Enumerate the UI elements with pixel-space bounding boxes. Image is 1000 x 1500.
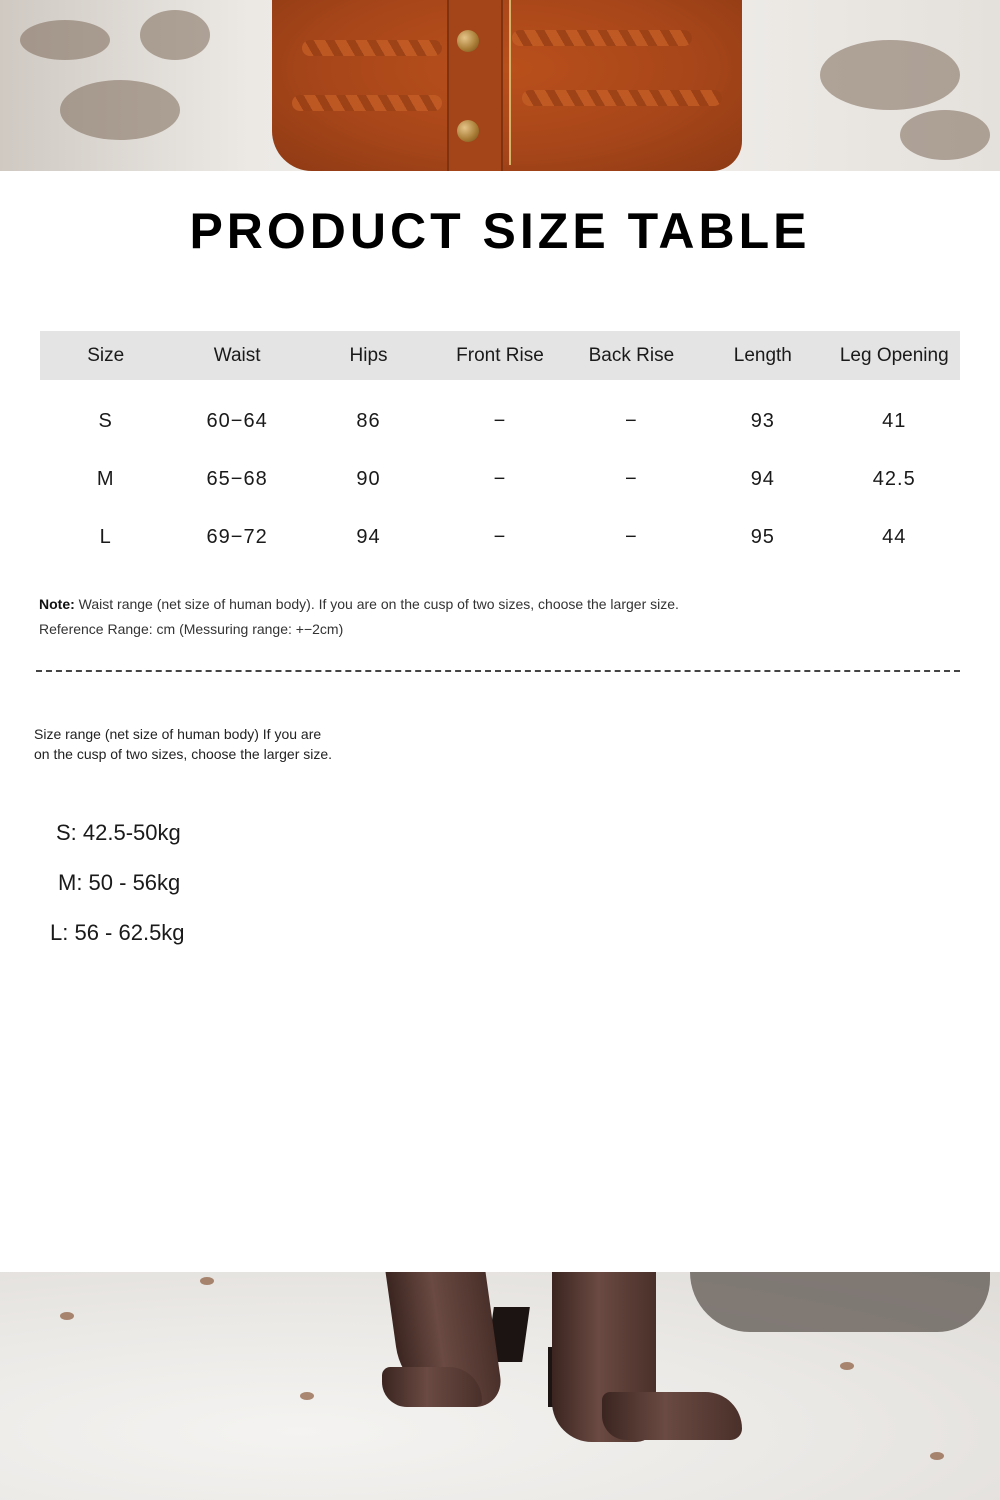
- size-table: [40, 331, 960, 566]
- header-waist: Waist: [171, 331, 302, 380]
- branch-leaves: [820, 40, 960, 110]
- note-text: Waist range (net size of human body). If you are on the cusp of two sizes, choose the larger size.: [74, 596, 679, 612]
- right-boot-toe: [602, 1392, 742, 1440]
- cell-length: 95: [750, 525, 775, 548]
- cell-size: L: [99, 525, 112, 548]
- table-row: [40, 508, 960, 566]
- orange-cardigan: [272, 0, 742, 171]
- cell-back-rise: −: [625, 409, 638, 432]
- weight-size-s: S: 42.5-50kg: [56, 820, 181, 845]
- left-boot-toe: [382, 1367, 482, 1407]
- cable-knit-pattern: [302, 40, 442, 56]
- cell-hips: 86: [356, 409, 381, 432]
- weight-description-line1: Size range (net size of human body) If you are: [34, 726, 322, 742]
- reference-range: Reference Range: cm (Messuring range: +−2cm): [39, 621, 344, 637]
- necklace-chain: [509, 0, 511, 165]
- cell-waist: 65−68: [206, 467, 268, 490]
- header-back-rise: Back Rise: [566, 331, 697, 380]
- gold-button: [457, 30, 479, 52]
- header-hips: Hips: [303, 331, 434, 380]
- gold-button: [457, 120, 479, 142]
- table-header: [40, 331, 960, 380]
- cell-hips: 94: [356, 525, 381, 548]
- cell-leg-opening: 41: [882, 409, 907, 432]
- branch-leaves: [60, 80, 180, 140]
- table-body: [40, 380, 960, 566]
- header-leg-opening: Leg Opening: [829, 331, 960, 380]
- branch-leaves: [900, 110, 990, 160]
- table-row: [40, 392, 960, 450]
- cell-length: 94: [750, 467, 775, 490]
- cell-size: M: [96, 467, 115, 490]
- cell-front-rise: −: [493, 525, 507, 548]
- table-row: [40, 450, 960, 508]
- header-front-rise: Front Rise: [434, 331, 565, 380]
- branch-leaves: [20, 20, 110, 60]
- cell-waist: 69−72: [206, 525, 268, 548]
- weight-description: [34, 724, 394, 764]
- weight-description-line2: on the cusp of two sizes, choose the larger size.: [34, 746, 333, 762]
- size-note: [39, 596, 679, 612]
- fallen-leaf: [300, 1392, 314, 1400]
- weight-size-m: M: 50 - 56kg: [58, 870, 181, 895]
- cell-front-rise: −: [493, 409, 507, 432]
- cell-hips: 90: [356, 467, 381, 490]
- branch-leaves: [140, 10, 210, 60]
- header-size: Size: [40, 331, 171, 380]
- fallen-leaf: [840, 1362, 854, 1370]
- page-title: PRODUCT SIZE TABLE: [189, 203, 811, 259]
- cable-knit-pattern: [512, 30, 692, 46]
- cell-waist: 60−64: [206, 409, 268, 432]
- table-header-row: [40, 331, 960, 380]
- cable-knit-pattern: [522, 90, 722, 106]
- dashed-divider: [36, 670, 960, 672]
- bottom-product-photo: [0, 1272, 1000, 1500]
- cell-size: S: [98, 409, 113, 432]
- button-placket: [447, 0, 503, 171]
- cell-leg-opening: 42.5: [872, 467, 916, 490]
- top-product-photo: [0, 0, 1000, 171]
- cell-back-rise: −: [625, 467, 638, 490]
- fallen-leaf: [200, 1277, 214, 1285]
- cell-front-rise: −: [493, 467, 507, 490]
- header-length: Length: [697, 331, 828, 380]
- fallen-leaf: [60, 1312, 74, 1320]
- fallen-leaf: [930, 1452, 944, 1460]
- note-label: Note:: [39, 596, 75, 612]
- weight-size-l: L: 56 - 62.5kg: [50, 920, 185, 945]
- table-spacer: [40, 380, 960, 392]
- cell-back-rise: −: [625, 525, 638, 548]
- rock: [690, 1272, 990, 1332]
- cell-leg-opening: 44: [882, 525, 907, 548]
- cable-knit-pattern: [292, 95, 442, 111]
- cell-length: 93: [750, 409, 775, 432]
